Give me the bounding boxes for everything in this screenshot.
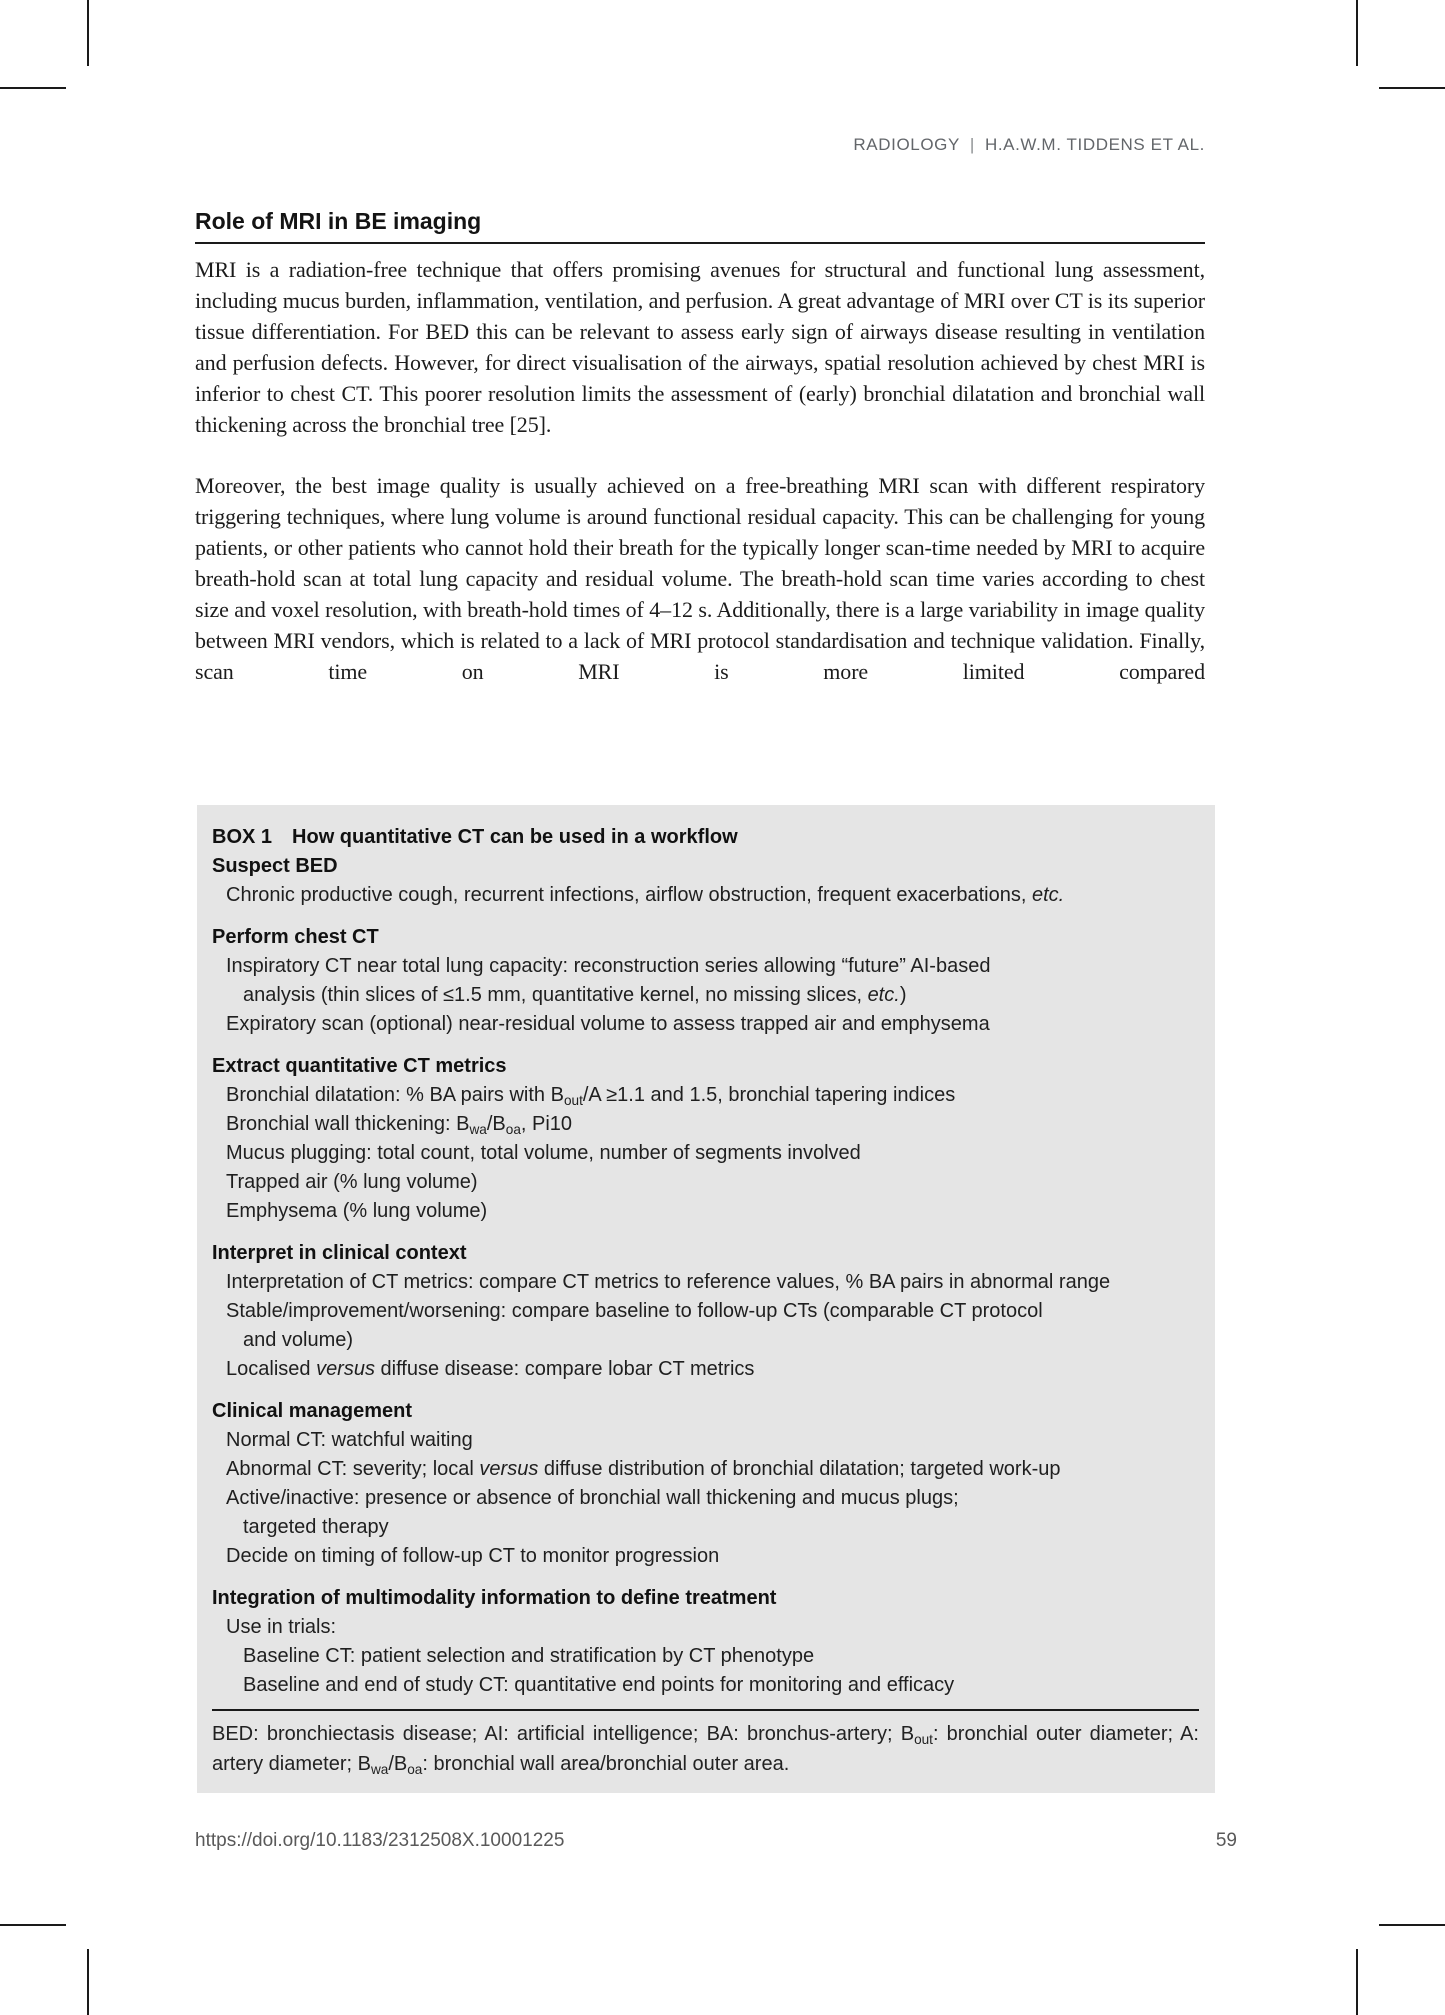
running-header bbox=[195, 135, 1205, 155]
crop-mark-bottom-left-vertical bbox=[87, 1949, 89, 2015]
crop-mark-top-left-vertical bbox=[87, 0, 89, 66]
box-section-heading: Integration of multimodality information to define treatment bbox=[212, 1587, 777, 1609]
crop-mark-bottom-left-horizontal bbox=[0, 1924, 66, 1926]
box-line: Interpretation of CT metrics: compare CT metrics to reference values, % BA pairs in abnormal range bbox=[226, 1271, 1111, 1293]
box-section-heading: Clinical management bbox=[212, 1400, 413, 1422]
box1-label: BOX 1 bbox=[212, 826, 273, 848]
box-line: Baseline CT: patient selection and stratification by CT phenotype bbox=[243, 1645, 815, 1667]
box-line: Baseline and end of study CT: quantitative end points for monitoring and efficacy bbox=[243, 1674, 955, 1696]
header-separator: | bbox=[969, 135, 975, 154]
box-line: Abnormal CT: severity; local versus diffuse distribution of bronchial dilatation; targeted work-up bbox=[226, 1458, 1061, 1480]
box-line: analysis (thin slices of ≤1.5 mm, quantitative kernel, no missing slices, etc.) bbox=[243, 984, 907, 1006]
box1-footnote: BED: bronchiectasis disease; AI: artificial intelligence; BA: bronchus-artery; $B_{out}$: bronchial outer diameter; A: artery diameter; $B_{wa}/B_{oa}$: bronchial wall area/bronchial outer area. bbox=[212, 1723, 1199, 1777]
page-number: 59 bbox=[1215, 1830, 1237, 1851]
box-line: Chronic productive cough, recurrent infections, airflow obstruction, frequent exacerbations, etc. bbox=[226, 884, 1065, 906]
box-line: Decide on timing of follow-up CT to monitor progression bbox=[226, 1545, 720, 1567]
box-line: Bronchial wall thickening: $B_{wa}/B_{oa}$, Pi10 bbox=[226, 1113, 573, 1137]
box1-footnote-divider bbox=[212, 1709, 1199, 1711]
box-line: Bronchial dilatation: % BA pairs with $B_{out}/A \ge 1.1$ and 1.5, bronchial tapering indices bbox=[226, 1084, 956, 1108]
box-line: Use in trials: bbox=[226, 1616, 337, 1638]
box-line: Expiratory scan (optional) near-residual volume to assess trapped air and emphysema bbox=[226, 1013, 990, 1035]
crop-mark-top-left-horizontal bbox=[0, 87, 66, 89]
box-line: targeted therapy bbox=[243, 1516, 389, 1538]
doi-link[interactable]: https://doi.org/10.1183/2312508X.10001225 bbox=[195, 1830, 565, 1851]
box-section-heading: Suspect BED bbox=[212, 855, 338, 877]
box-line: Trapped air (% lung volume) bbox=[226, 1171, 478, 1193]
box-line: Active/inactive: presence or absence of bronchial wall thickening and mucus plugs; bbox=[226, 1487, 959, 1509]
box-line: and volume) bbox=[243, 1329, 354, 1351]
box-line: Inspiratory CT near total lung capacity: reconstruction series allowing “future” AI-based bbox=[226, 955, 991, 977]
box-line: Emphysema (% lung volume) bbox=[226, 1200, 488, 1222]
article-column bbox=[195, 208, 1205, 687]
box1-sections bbox=[212, 852, 1199, 1700]
crop-mark-top-right-horizontal bbox=[1379, 87, 1445, 89]
box-line: Stable/improvement/worsening: compare baseline to follow-up CTs (comparable CT protocol bbox=[226, 1300, 1043, 1322]
box-line: Mucus plugging: total count, total volume, number of segments involved bbox=[226, 1142, 861, 1164]
box-section-heading: Interpret in clinical context bbox=[212, 1242, 467, 1264]
page-footer bbox=[195, 1830, 1237, 1852]
box1-title-text: How quantitative CT can be used in a workflow bbox=[292, 826, 738, 848]
journal-name: RADIOLOGY bbox=[853, 135, 960, 154]
crop-mark-bottom-right-horizontal bbox=[1379, 1924, 1445, 1926]
box-line: Normal CT: watchful waiting bbox=[226, 1429, 473, 1451]
box1-title bbox=[212, 823, 1199, 852]
body-paragraph-1: MRI is a radiation-free technique that offers promising avenues for structural and functional lung assessment, including mucus burden, inflammation, ventilation, and perfusion. A great advantage of MRI over CT is its superior tissue differentiation. For BED this can be relevant to assess early sign of airways disease resulting in ventilation and perfusion defects. However, for direct visualisation of the airways, spatial resolution achieved by chest MRI is inferior to chest CT. This poorer resolution limits the assessment of (early) bronchial dilatation and bronchial wall thickening across the bronchial tree [25]. bbox=[195, 257, 1205, 437]
box-section-heading: Perform chest CT bbox=[212, 926, 379, 948]
section-title: Role of MRI in BE imaging bbox=[195, 208, 1205, 244]
header-authors: H.A.W.M. TIDDENS ET AL. bbox=[984, 135, 1205, 154]
box-line: Localised versus diffuse disease: compare lobar CT metrics bbox=[226, 1358, 755, 1380]
crop-mark-bottom-right-vertical bbox=[1356, 1949, 1358, 2015]
body-paragraph-2: Moreover, the best image quality is usually achieved on a free-breathing MRI scan with different respiratory triggering techniques, where lung volume is around functional residual capacity. This can be challenging for young patients, or other patients who cannot hold their breath for the typically longer scan-time needed by MRI to acquire breath-hold scan at total lung capacity and residual volume. The breath-hold scan time varies according to chest size and voxel resolution, with breath-hold times of 4–12 s. Additionally, there is a large variability in image quality between MRI vendors, which is related to a lack of MRI protocol standardisation and technique validation. Finally, scan time on MRI is more limited compared bbox=[195, 473, 1205, 684]
box-section-heading: Extract quantitative CT metrics bbox=[212, 1055, 507, 1077]
box1-panel bbox=[197, 805, 1215, 1793]
crop-mark-top-right-vertical bbox=[1356, 0, 1358, 66]
